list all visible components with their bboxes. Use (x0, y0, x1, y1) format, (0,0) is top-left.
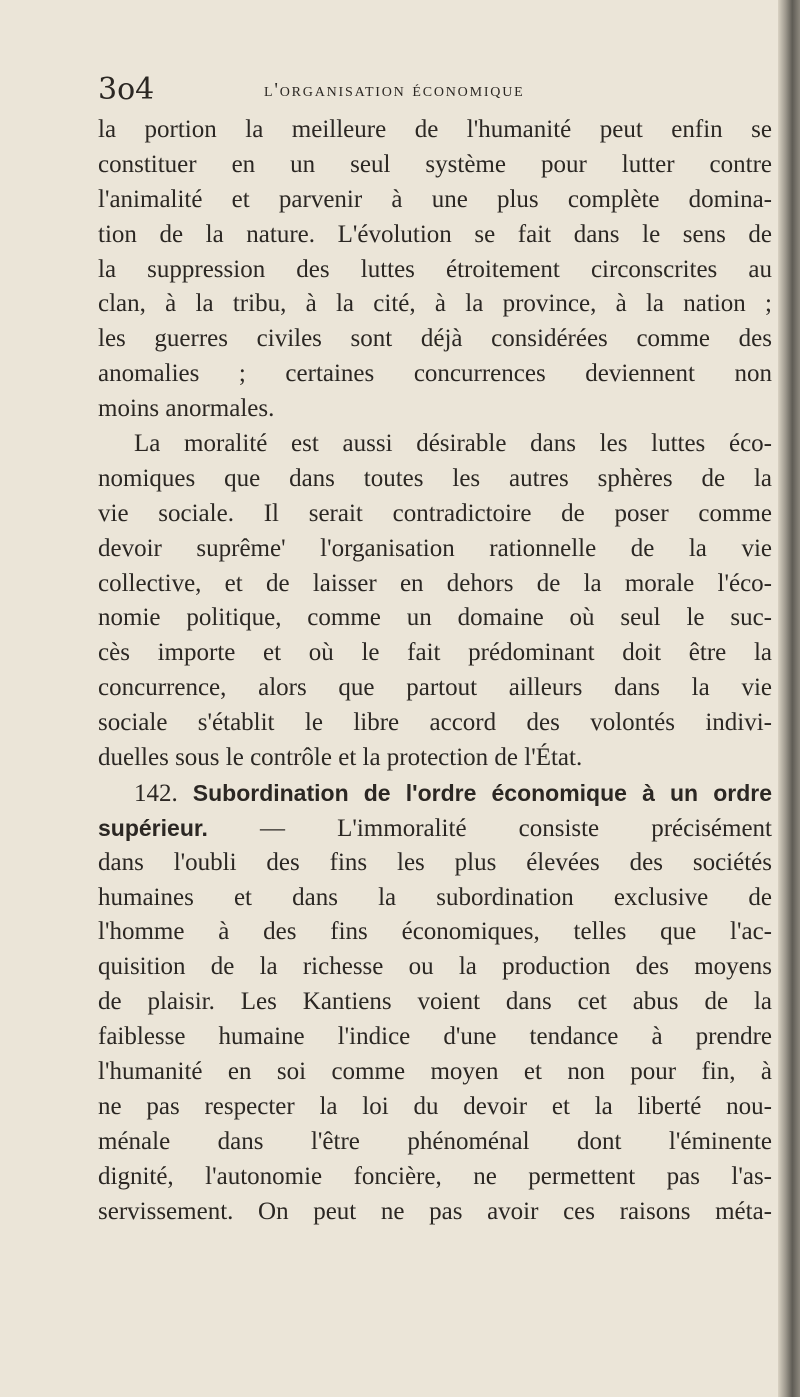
text-line: l'homme à des fins économiques, telles que l'ac- (98, 918, 772, 946)
section-text-start: — L'immoralité consiste précisément (260, 814, 773, 842)
text-line: les guerres civiles sont déjà considérées comme des (98, 325, 772, 353)
text-line: anomalies ; certaines concurrences deviennent non (98, 360, 772, 388)
text-line: ne pas respecter la loi du devoir et la liberté nou- (98, 1092, 772, 1120)
section-heading-line (98, 776, 772, 811)
text-line: La moralité est aussi désirable dans les luttes éco- (134, 430, 772, 458)
text-line: ménale dans l'être phénoménal dont l'éminente (98, 1127, 772, 1155)
page-number: 3o4 (98, 72, 155, 107)
text-line: concurrence, alors que partout ailleurs dans la vie (98, 674, 772, 702)
text-line: tion de la nature. L'évolution se fait dans le sens de (98, 220, 772, 248)
text-line: clan, à la tribu, à la cité, à la province, à la nation ; (98, 290, 772, 318)
text-line: sociale s'établit le libre accord des volontés indivi- (98, 709, 772, 737)
text-line: l'animalité et parvenir à une plus complète domina- (98, 185, 772, 213)
text-line: constituer en un seul système pour lutter contre (98, 150, 772, 178)
body-text (98, 113, 772, 1230)
text-line: dans l'oubli des fins les plus élevées des sociétés (98, 848, 772, 876)
section-heading-line (98, 811, 772, 846)
section-title-end: supérieur. (98, 814, 208, 841)
text-line: servissement. On peut ne pas avoir ces raisons méta- (98, 1197, 772, 1225)
text-line: collective, et de laisser en dehors de la morale l'éco- (98, 569, 772, 597)
text-line: quisition de la richesse ou la production des moyens (98, 953, 772, 981)
text-line: dignité, l'autonomie foncière, ne permettent pas l'as- (98, 1162, 772, 1190)
page-header (98, 70, 738, 110)
text-line: l'humanité en soi comme moyen et non pour fin, à (98, 1058, 772, 1086)
section-title: Subordination de l'ordre économique à un ordre (192, 779, 773, 806)
page-binding-edge (778, 0, 800, 1397)
text-line: nomie politique, comme un domaine où seul le suc- (98, 604, 772, 632)
text-line: la portion la meilleure de l'humanité peut enfin se (98, 116, 772, 143)
running-head: l'organisation économique (264, 79, 525, 101)
text-line: la suppression des luttes étroitement circonscrites au (98, 255, 772, 283)
text-line: faiblesse humaine l'indice d'une tendance à prendre (98, 1023, 772, 1051)
text-line: duelles sous le contrôle et la protection de l'État. (98, 744, 583, 772)
text-line: cès importe et où le fait prédominant doit être la (98, 639, 772, 667)
text-line: nomiques que dans toutes les autres sphères de la (98, 464, 772, 492)
text-line: devoir suprême' l'organisation rationnelle de la vie (98, 534, 772, 562)
text-line: de plaisir. Les Kantiens voient dans cet abus de la (98, 988, 772, 1016)
text-line: moins anormales. (98, 395, 275, 423)
text-line: vie sociale. Il serait contradictoire de poser comme (98, 499, 772, 527)
section-number: 142. (134, 779, 178, 807)
text-line: humaines et dans la subordination exclusive de (98, 883, 772, 911)
